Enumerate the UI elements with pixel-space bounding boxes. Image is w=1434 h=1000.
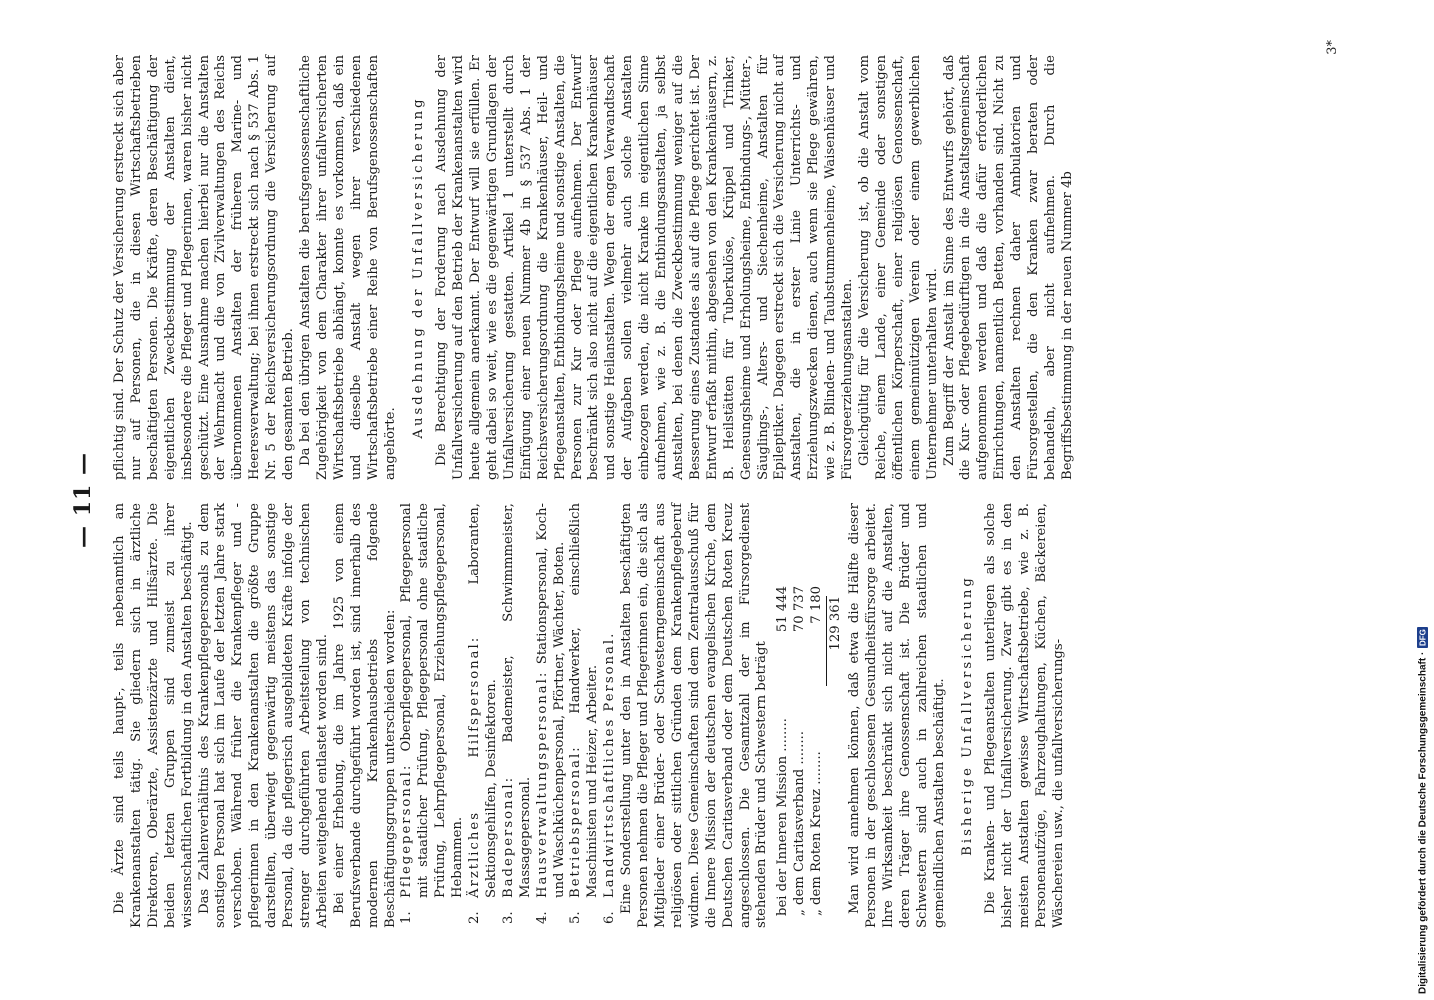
stat-row — [792, 586, 809, 916]
membership-statistics — [775, 586, 845, 916]
list-item-number: 1. — [399, 911, 415, 924]
paragraph: Die Ärzte sind teils haupt-, teils nebenamtlich an Krankenanstalten tätig. Sie gliedern sich in ärztliche Direktoren, Oberärzte, Assistenzärzte und Hilfsärzte. Die beiden letzten Gruppen sind zumeist zu ihrer wissenschaftlichen Fortbildung in den Anstalten beschäftigt. — [112, 503, 195, 928]
list-item — [399, 503, 467, 928]
page-number: — 11 — — [70, 452, 96, 548]
list-item-label: Ärztliches Hilfspersonal: — [467, 635, 483, 898]
section-heading: Bisherige Unfallversicherung — [960, 575, 976, 856]
list-item-label: Pflegepersonal: — [399, 763, 415, 898]
paragraph: pflichtig sind. Der Schutz der Versicherung erstreckt sich aber nur auf Personen, die in diesen Wirtschaftsbetrieben beschäftigten Personen. Die Kräfte, deren Beschäftigung der eigentlichen Zweckbestimmung der Anstalten dient, insbesondere die Pfleger und Pflegerinnen, waren bisher nicht geschützt. Eine Ausnahme machen hierbei nur die Anstalten der Wehrmacht und die von Zivilverwaltungen des Reichs übernommenen Anstalten der früheren Marine- und Heeresverwaltung; bei ihnen erstreckt sich nach § 537 Abs. 1 Nr. 5 der Reichsversicherungsordnung die Versicherung auf den gesamten Betrieb. — [112, 55, 297, 480]
paragraph: Bei einer Erhebung, die im Jahre 1925 von einem Berufsverbande durchgeführt worden ist, sind innerhalb des modernen Krankenhausbetriebs folgende Beschäftigungsgruppen unterschieden worden: — [331, 503, 398, 928]
list-item-number: 3. — [500, 911, 516, 924]
list-item-label: Badepersonal: — [500, 775, 516, 898]
paragraph: Die Berechtigung der Forderung nach Ausdehnung der Unfallversicherung auf den Betrieb der Krankenanstalten wird heute allgemein anerkannt. Der Entwurf will sie erfüllen. Er geht dabei so weit, wie es die gegenwärtigen Grundlagen der Unfallversicherung gestatten. Artikel 1 unterstellt durch Einfügung einer neuen Nummer 4b in § 537 Abs. 1 der Reichsversicherungsordnung die Krankenhäuser, Heil- und Pflegeanstalten, Entbindungsheime und sonstige Anstalten, die Personen zur Kur oder Pflege aufnehmen. Der Entwurf beschränkt sich also nicht auf die eigentlichen Krankenhäuser und sonstige Heilanstalten. Wegen der engen Verwandtschaft der Aufgaben sollen vielmehr auch solche Anstalten einbezogen werden, die nicht Kranke im eigentlichen Sinne aufnehmen, wie z. B. die Entbindungsanstalten, ja selbst Anstalten, bei denen die Zweckbestimmung weniger auf die Besserung eines Zustandes als auf die Pflege gerichtet ist. Der Entwurf erfaßt mithin, abgesehen von den Krankenhäusern, z. B. Heilstätten für Tuberkulöse, Krüppel und Trinker, Genesungsheime und Erholungsheime, Entbindungs-, Mütter-, Säuglings-, Alters- und Siechenheime, Anstalten für Epileptiker. Dagegen erstreckt sich die Versicherung nicht auf Anstalten, die in erster Linie Unterrichts- und Erziehungszwecken dienen, auch wenn sie Pflege gewähren, wie z. B. Blinden- und Taubstummenheime, Waisenhäuser und Fürsorgeerziehungsanstalten. — [434, 55, 856, 480]
list-item — [602, 503, 619, 928]
list-item — [535, 503, 569, 928]
list-item-label: Hausverwaltungspersonal: — [534, 670, 550, 898]
list-item-label: Landwirtschaftliches Personal. — [602, 631, 618, 898]
stat-total: 129 361 — [826, 596, 845, 686]
list-item-text: Handwerker, einschließlich Maschinisten und Heizer, Arbeiter. — [568, 503, 601, 898]
stat-value: 7 180 — [809, 586, 825, 624]
paragraph: Die Kranken- und Pflegeanstalten unterliegen als solche bisher nicht der Unfallversicherung. Zwar gibt es in den meisten Anstalten gewisse Wirtschaftsbetriebe, wie z. B. Personenaufzüge, Fahrzeughaltungen, Küchen, Bäckereien, Wäschereien usw., die unfallversicherungs- — [983, 503, 1066, 928]
list-item — [467, 503, 501, 928]
stat-value: 51 444 — [775, 586, 791, 633]
stat-label: bei der Inneren Mission ........ — [775, 718, 791, 916]
list-item-text: Stationspersonal, Koch- und Waschküchenpersonal, Pförtner, Wächter, Boten. — [534, 503, 567, 898]
document-page — [50, 0, 1350, 1000]
personnel-group-list — [399, 503, 619, 928]
paragraph: Da bei den übrigen Anstalten die berufsgenossenschaftliche Zugehörigkeit von dem Charakter ihrer unfallversicherten Wirtschaftsbetriebe abhängt, konnte es vorkommen, daß ein und dieselbe Anstalt wegen ihrer verschiedenen Wirtschaftsbetriebe einer Reihe von Berufsgenossenschaften angehörte. — [297, 55, 398, 480]
stat-label: „ dem Roten Kreuz ........ — [809, 751, 825, 916]
stat-row — [809, 586, 826, 916]
list-item-number: 2. — [467, 911, 483, 924]
list-item — [568, 503, 602, 928]
list-item-text: Oberpflegepersonal, Pflegepersonal mit staatlicher Prüfung, Pflegepersonal ohne staatliche Prüfung, Lehrpflegepersonal, Erziehungspflegepersonal, Hebammen. — [399, 503, 466, 898]
paragraph: Eine Sonderstellung unter den in Anstalten beschäftigten Personen nehmen die Pfleger und Pflegerinnen ein, die sich als Mitglieder einer Brüder- oder Schwesterngemeinschaft aus religiösen oder sittlichen Gründen dem Krankenpflegeberuf widmen. Diese Gemeinschaften sind dem Zentralausschuß für die Innere Mission der deutschen evangelischen Kirche, dem Deutschen Caritasverband oder dem Deutschen Roten Kreuz angeschlossen. Die Gesamtzahl der im Fürsorgedienst stehenden Brüder und Schwestern beträgt — [619, 503, 770, 928]
paragraph: Man wird annehmen können, daß etwa die Hälfte dieser Personen in der geschlossenen Gesundheitsfürsorge arbeitet. Ihre Wirksamkeit beschränkt sich nicht auf die Anstalten, deren Träger ihre Genossenschaft ist. Die Brüder und Schwestern sind auch in zahlreichen staatlichen und gemeindlichen Anstalten beschäftigt. — [846, 503, 947, 928]
right-column — [112, 55, 1077, 480]
paragraph: Das Zahlenverhältnis des Krankenpflegepersonals zu dem sonstigen Personal hat sich im Laufe der letzten Jahre stark verschoben. Während früher die Krankenpfleger und -pflegerinnen in den Krankenanstalten die größte Gruppe darstellten, überwiegt gegenwärtig meistens das sonstige Personal, da die pflegerisch ausgebildeten Kräfte infolge der strenger durchgeführten Arbeitsteilung von technischen Arbeiten weitgehend entlastet worden sind. — [196, 503, 330, 928]
list-item-text: Bademeister, Schwimmmeister, Massagepersonal. — [500, 503, 533, 898]
stat-value: 70 737 — [792, 586, 808, 633]
dfg-logo: DFG — [1418, 628, 1428, 646]
digitization-credit-text: Digitalisierung gefördert durch die Deutsche Forschungsgemeinschaft · — [1417, 651, 1429, 994]
list-item-number: 5. — [568, 911, 584, 924]
stat-label: „ dem Caritasverband ........ — [792, 731, 808, 916]
list-item-number: 4. — [534, 911, 550, 924]
left-column — [112, 503, 1068, 928]
signature-mark: 3* — [1325, 40, 1340, 55]
stat-row — [775, 586, 792, 916]
list-item-text: Laboranten, Sektionsgehilfen, Desinfektoren. — [467, 503, 499, 898]
paragraph: Zum Begriff der Anstalt im Sinne des Entwurfs gehört, daß die Kur- oder Pflegebedürftigen in die Anstaltsgemeinschaft aufgenommen werden und daß die dafür erforderlichen Einrichtungen, namentlich Betten, vorhanden sind. Nicht zu den Anstalten rechnen daher Ambulatorien und Fürsorgestellen, die den Kranken zwar beraten oder behandeln, aber nicht aufnehmen. Durch die Begriffsbestimmung in der neuen Nummer 4b — [941, 55, 1075, 480]
list-item-label: Betriebspersonal: — [568, 745, 584, 898]
digitization-credit — [1416, 8, 1430, 994]
paragraph: Gleichgültig für die Versicherung ist, ob die Anstalt vom Reiche, einem Lande, einer Gemeinde oder sonstigen öffentlichen Körperschaft, einer religiösen Genossenschaft, einem gemeinnützigen Verein oder einem gewerblichen Unternehmer unterhalten wird. — [856, 55, 940, 480]
list-item-number: 6. — [602, 911, 618, 924]
section-heading: Ausdehnung der Unfallversicherung — [411, 96, 427, 439]
list-item — [501, 503, 535, 928]
